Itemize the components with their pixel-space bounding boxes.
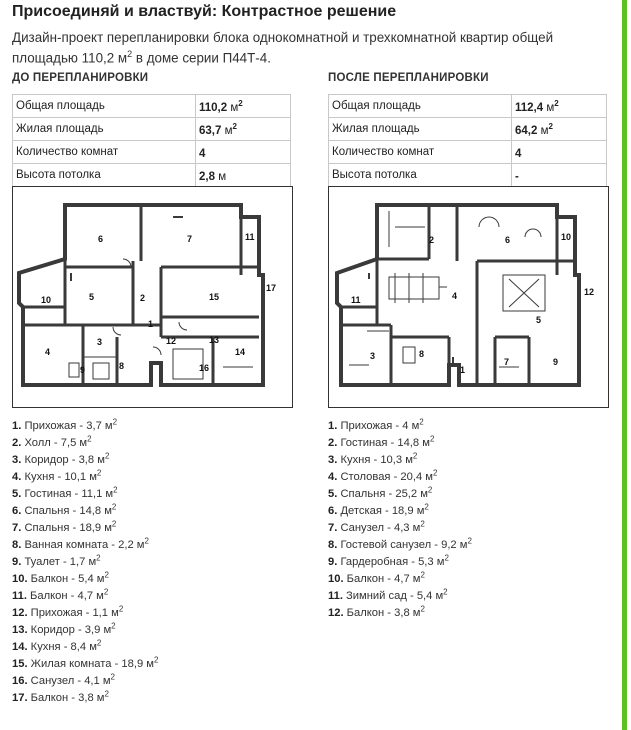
after-plan-drawing	[329, 187, 608, 407]
plan-label: 9	[80, 365, 86, 375]
list-item: 4. Кухня - 10,1 $м^2$	[12, 468, 102, 483]
list-item: 3. Коридор - 3,8 $м^2$	[12, 451, 110, 466]
list-item: 11. Зимний сад - 5,4 $м^2$	[328, 587, 448, 602]
stat-label: Количество комнат	[13, 141, 196, 164]
list-item: 9. Гардеробная - 5,3 $м^2$	[328, 553, 449, 568]
list-item: 4. Столовая - 20,4 $м^2$	[328, 468, 438, 483]
plan-label: 2	[429, 235, 435, 245]
after-room-list	[328, 418, 472, 622]
after-heading: ПОСЛЕ ПЕРЕПЛАНИРОВКИ	[328, 72, 489, 84]
after-column	[328, 72, 618, 187]
stats-row	[13, 163, 291, 186]
plan-label: 13	[209, 335, 220, 345]
plan-label: 7	[504, 357, 510, 367]
list-item: 1. Прихожая - 3,7 $м^2$	[12, 417, 118, 432]
plan-label: 5	[89, 292, 95, 302]
plan-label: 4	[45, 347, 51, 357]
plan-label: 14	[235, 347, 246, 357]
stat-label: Высота потолка	[329, 163, 512, 186]
list-item: 17. Балкон - 3,8 $м^2$	[12, 689, 109, 704]
list-item: 12. Балкон - 3,8 $м^2$	[328, 604, 425, 619]
stat-label: Количество комнат	[329, 141, 512, 164]
stat-label: Жилая площадь	[13, 118, 196, 141]
intro-tail: в доме серии П44Т-4.	[132, 50, 271, 66]
stat-value: 112,4 $м^2$	[512, 95, 607, 118]
stat-value: 63,7 $м^2$	[196, 118, 291, 141]
before-plan-drawing	[13, 187, 292, 407]
stat-value: 2,8 м	[196, 163, 291, 186]
plan-label: 3	[370, 351, 376, 361]
plan-label: 2	[140, 293, 146, 303]
list-item: 2. Холл - 7,5 $м^2$	[12, 434, 92, 449]
plan-label: 7	[187, 234, 193, 244]
stats-row	[329, 118, 607, 141]
page-title: Присоединяй и властвуй: Контрастное решение	[12, 3, 397, 20]
list-item: 11. Балкон - 4,7 $м^2$	[12, 587, 109, 602]
plan-label: 17	[266, 283, 277, 293]
plan-label: 8	[119, 361, 125, 371]
plan-label: 9	[553, 357, 559, 367]
plan-label: 4	[452, 291, 458, 301]
plan-label: 15	[209, 292, 220, 302]
plan-label: 12	[166, 336, 177, 346]
intro-main: Дизайн-проект перепланировки блока однокомнатной и трехкомнатной квартир общей площадью 110,2 м	[12, 30, 554, 66]
stat-value: 110,2 $м^2$	[196, 95, 291, 118]
list-item: 15. Жилая комната - 18,9 $м^2$	[12, 655, 159, 670]
plan-label: 1	[460, 365, 466, 375]
page-edge-rail	[620, 0, 631, 730]
before-column	[12, 72, 302, 187]
list-item: 10. Балкон - 4,7 $м^2$	[328, 570, 425, 585]
plan-label: 1	[148, 319, 154, 329]
list-item: 7. Спальня - 18,9 $м^2$	[12, 519, 117, 534]
list-item: 6. Спальня - 14,8 $м^2$	[12, 502, 117, 517]
plan-label: 6	[505, 235, 511, 245]
stat-label: Общая площадь	[13, 95, 196, 118]
list-item: 14. Кухня - 8,4 $м^2$	[12, 638, 102, 653]
plan-label: 16	[199, 363, 210, 373]
list-item: 10. Балкон - 5,4 $м^2$	[12, 570, 109, 585]
stat-label: Высота потолка	[13, 163, 196, 186]
stats-row	[329, 163, 607, 186]
stat-value: 4	[512, 141, 607, 164]
plan-label: 11	[351, 295, 361, 305]
list-item: 12. Прихожая - 1,1 $м^2$	[12, 604, 124, 619]
plan-label: 11	[245, 232, 255, 242]
list-item: 7. Санузел - 4,3 $м^2$	[328, 519, 425, 534]
list-item: 5. Гостиная - 11,1 $м^2$	[12, 485, 118, 500]
before-heading: ДО ПЕРЕПЛАНИРОВКИ	[12, 72, 149, 84]
stat-value: 64,2 $м^2$	[512, 118, 607, 141]
list-item: 8. Гостевой санузел - 9,2 $м^2$	[328, 536, 472, 551]
before-stats-table	[12, 94, 291, 187]
stat-label: Общая площадь	[329, 95, 512, 118]
stat-value: -	[512, 163, 607, 186]
list-item: 1. Прихожая - 4 $м^2$	[328, 417, 424, 432]
plan-label: 12	[584, 287, 595, 297]
list-item: 5. Спальня - 25,2 $м^2$	[328, 485, 433, 500]
stat-value: 4	[196, 141, 291, 164]
plan-label: 5	[536, 315, 542, 325]
after-floor-plan	[328, 186, 609, 408]
plan-label: 8	[419, 349, 425, 359]
list-item: 2. Гостиная - 14,8 $м^2$	[328, 434, 435, 449]
list-item: 8. Ванная комната - 2,2 $м^2$	[12, 536, 149, 551]
after-stats-table	[328, 94, 607, 187]
stat-label: Жилая площадь	[329, 118, 512, 141]
list-item: 3. Кухня - 10,3 $м^2$	[328, 451, 418, 466]
stats-row	[13, 118, 291, 141]
list-item: 13. Коридор - 3,9 $м^2$	[12, 621, 116, 636]
before-room-list	[12, 418, 158, 707]
before-floor-plan	[12, 186, 293, 408]
green-accent-line	[622, 0, 627, 730]
plan-label: 3	[97, 337, 103, 347]
plan-label: 6	[98, 234, 104, 244]
plan-label: 10	[41, 295, 52, 305]
intro-text	[12, 30, 612, 66]
list-item: 9. Туалет - 1,7 $м^2$	[12, 553, 101, 568]
list-item: 16. Санузел - 4,1 $м^2$	[12, 672, 115, 687]
stats-row	[329, 141, 607, 164]
stats-row	[13, 95, 291, 118]
list-item: 6. Детская - 18,9 $м^2$	[328, 502, 429, 517]
intro-sup: 2	[127, 49, 133, 59]
stats-row	[329, 95, 607, 118]
plan-label: 10	[561, 232, 572, 242]
stats-row	[13, 141, 291, 164]
